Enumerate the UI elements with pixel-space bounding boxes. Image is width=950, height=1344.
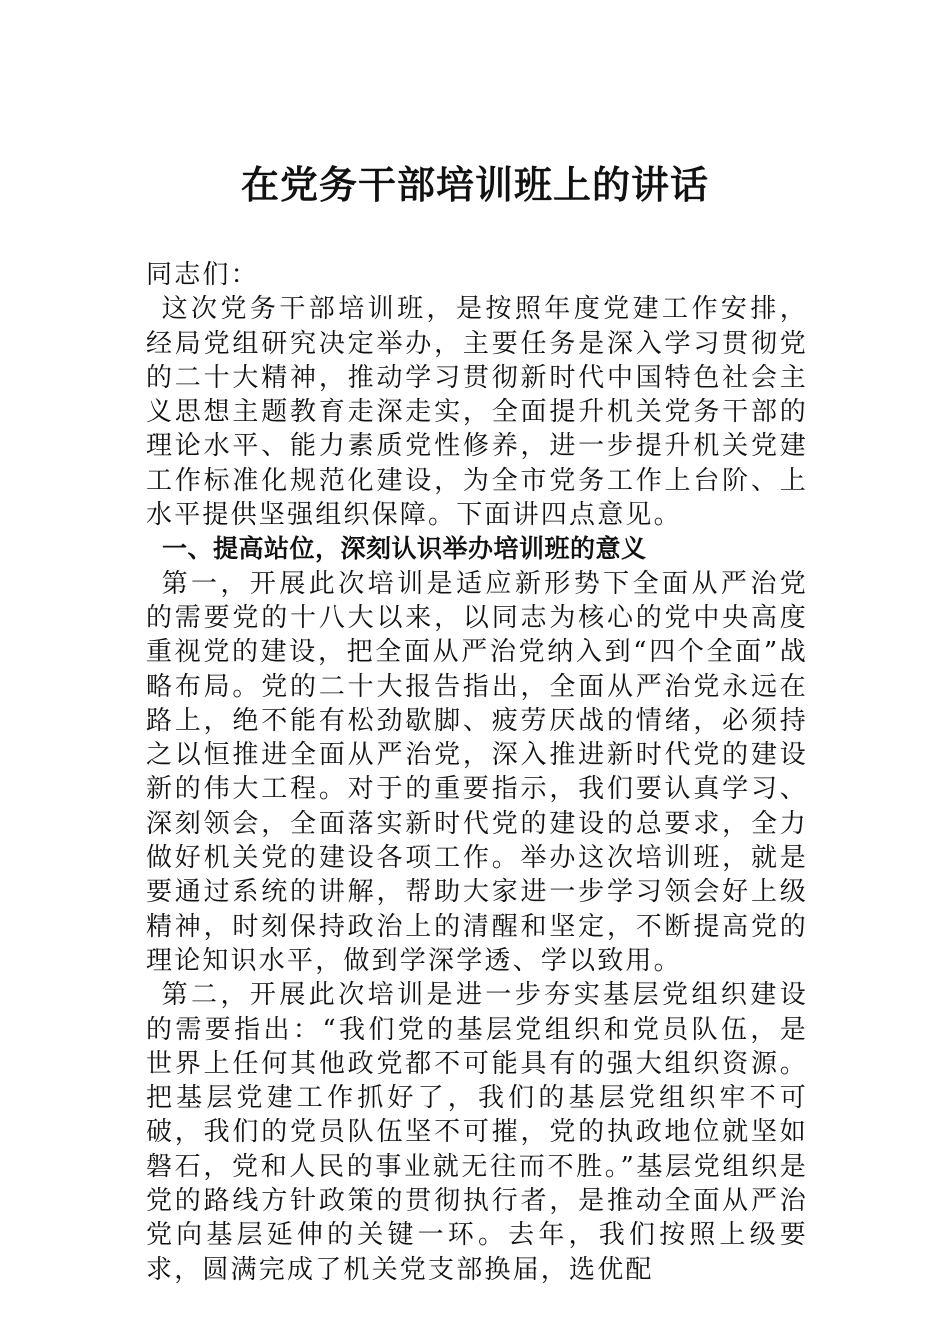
point-2-paragraph: 第二，开展此次培训是进一步夯实基层党组织建设的需要指出：“我们党的基层党组织和党员队伍，是世界上任何其他政党都不可能具有的强大组织资源。把基层党建工作抓好了，我们的基层党组织牢不可破，我们的党员队伍坚不可摧，党的执政地位就坚如磐石，党和人民的事业就无往而不胜。”基层党组织是党的路线方针政策的贯彻执行者，是推动全面从严治党向基层延伸的关键一环。去年，我们按照上级要求，圆满完成了机关党支部换届，选优配 (146, 980, 808, 1285)
document-body (146, 258, 808, 1287)
document-title: 在党务干部培训班上的讲话 (240, 162, 709, 207)
intro-paragraph: 这次党务干部培训班，是按照年度党建工作安排，经局党组研究决定举办，主要任务是深入学习贯彻党的二十大精神，推动学习贯彻新时代中国特色社会主义思想主题教育走深走实，全面提升机关党务干部的理论水平、能力素质党性修养，进一步提升机关党建工作标准化规范化建设，为全市党务工作上台阶、上水平提供坚强组织保障。下面讲四点意见。 (146, 294, 808, 531)
salutation: 同志们： (146, 260, 259, 290)
point-1-paragraph: 第一，开展此次培训是适应新形势下全面从严治党的需要党的十八大以来，以同志为核心的党中央高度重视党的建设，把全面从严治党纳入到“四个全面”战略布局。党的二十大报告指出，全面从严治党永远在路上，绝不能有松劲歇脚、疲劳厌战的情绪，必须持之以恒推进全面从严治党，深入推进新时代党的建设新的伟大工程。对于的重要指示，我们要认真学习、深刻领会，全面落实新时代党的建设的总要求，全力做好机关党的建设各项工作。举办这次培训班，就是要通过系统的讲解，帮助大家进一步学习领会好上级精神，时刻保持政治上的清醒和坚定，不断提高党的理论知识水平，做到学深学透、学以致用。 (146, 568, 808, 976)
section-heading-1: 一、提高站位，深刻认识举办培训班的意义 (162, 534, 647, 564)
